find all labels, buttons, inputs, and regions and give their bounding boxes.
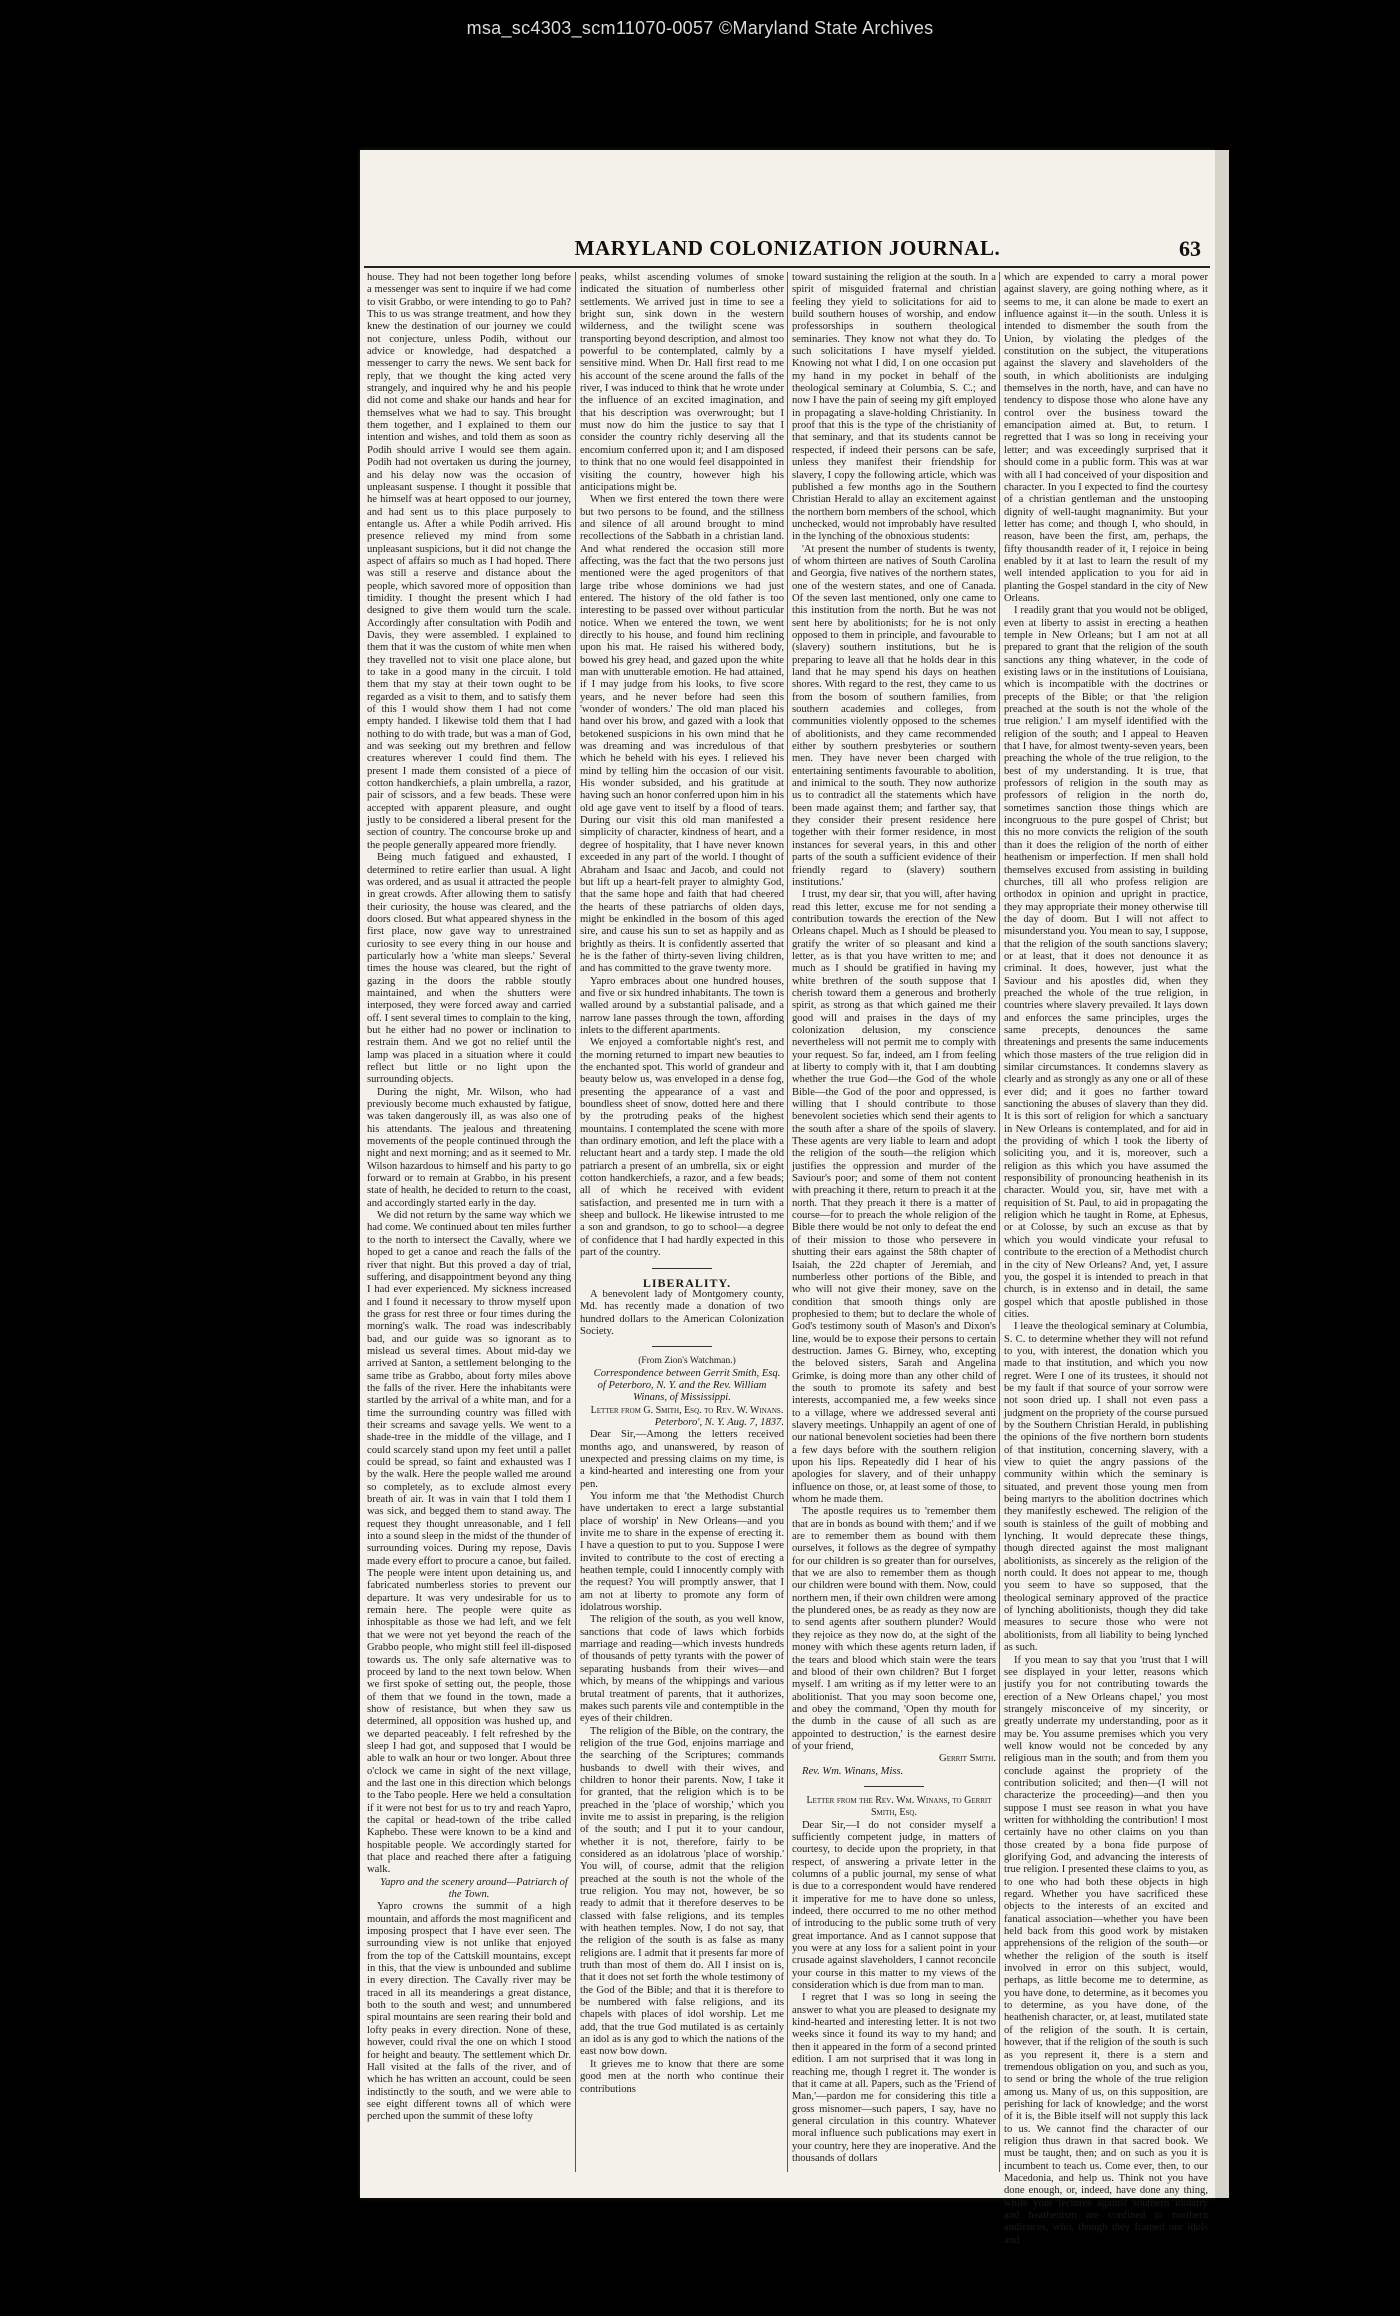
header-rule (364, 266, 1210, 268)
paragraph: I trust, my dear sir, that you will, after having read this letter, excuse me for not sending a contribution towards the erection of the New Orleans chapel. Much as I should be pleased to gratify the writer of so pleasant and kind a letter, as is that you have written to me; and much as I should be gratified in having my white brethren of the south suppose that I cherish toward them a generous and brotherly spirit, as strong as that which gained me their good will and praises in the days of my colonization delusion, my conscience nevertheless will not permit me to comply with your request. So far, indeed, am I from feeling at liberty to comply with it, that I am doubting whether the true God—the God of the whole Bible—the God of the poor and oppressed, is willing that I should contribute to those benevolent societies which send their agents to the south after a share of the spoils of slavery. These agents are very liable to learn and adopt the religion of the south—the religion which justifies the oppression and murder of the Saviour's poor; and some of them not content with preaching it there, return to preach it at the north. That they preach it there is a matter of course—for to preach the whole religion of the Bible there would be not only to defeat the end of their mission to those who persevere in shutting their ears against the 58th chapter of Isaiah, the 22d chapter of Jeremiah, and numberless other portions of the Bible, and who will not give their money, save on the condition that smooth things only are prophesied to them; but to declare the whole of God's testimony south of Mason's and Dixon's line, would be to expose their persons to certain destruction. James G. Birney, who, excepting the beloved sisters, Sarah and Angelina Grimke, is doing more than any other child of the south to promote its safety and best interests, accompanied me, a few weeks since to a village, where we addressed several anti slavery meetings. Unhappily an agent of one of our national benevolent societies had been there a few days before with the southern religion upon his lips. Repeatedly did I hear of his apologies for slavery, and of their unhappy influence on those, or, at least some of those, to whom he made them. (792, 889, 996, 1506)
addressee: Rev. Wm. Winans, Miss. (802, 1765, 904, 1777)
paragraph: The religion of the south, as you well know, sanctions that code of laws which forbids marriage and reading—which invests hundreds of thousands of petty tyrants with the power of separating husbands from their wives—and which, by means of the whippings and various brutal treatment of parents, that it authorizes, makes such parents vile and contemptible in the eyes of their children. (580, 1614, 784, 1725)
column-separator (575, 272, 576, 2172)
paragraph: We enjoyed a comfortable night's rest, and the morning returned to impart new beauties to the enchanted spot. This world of grandeur and beauty below us, was enveloped in a dense fog, presenting the appearance of a vast and boundless sheet of snow, dotted here and there by the protruding peaks of the highest mountains. I contemplated the scene with more than ordinary emotion, and left the place with a reluctant heart and a tardy step. I made the old patriarch a present of an umbrella, six or eight cotton handkerchiefs, a razor, and a few beads; all of which he received with evident satisfaction, and presented me in turn with a sheep and bullock. He likewise intrusted to me a son and grandson, to go to school—a degree of confidence that I had hardly expected in this part of the country. (580, 1037, 784, 1259)
paragraph: Dear Sir,—I do not consider myself a sufficiently competent judge, in matters of courtesy, to decide upon the propriety, in that respect, of answering a private letter in the columns of a public journal, my sense of what is due to a correspondent would have rendered it imperative for me to have done so unless, indeed, there occurred to me no other method of introducing to the public some truth of very great importance. And as I cannot suppose that you were at any loss for a salient point in your crusade against slaveholders, I cannot reconcile your course in this matter to my views of the consideration which is due from man to man. (792, 1819, 996, 1992)
paragraph: We did not return by the same way which we had come. We continued about ten miles further to the north to intersect the Cavally, where we hoped to get a canoe and reach the falls of the river that night. But this proved a day of trial, suffering, and disappointment beyond any thing I had ever experienced. My sickness increased and I found it necessary to throw myself upon the grass for rest three or four times during the morning's walk. The road was indescribably bad, and our guide was so ignorant as to mislead us several times. About mid-day we arrived at Santon, a settlement belonging to the same tribe as Grabbo, about forty miles above the falls of the river. Here the inhabitants were startled by the arrival of a white man, and for a time the surrounding country was filled with their screams and savage yells. We went to a shade-tree in the middle of the village, and I could scarcely stand upon my feet until a pallet could be spread, so faint and exhausted was I by the walk. Here the people walled me around so completely, as to exclude almost every breath of air. It was in vain that I told them I was sick, and begged them to stand away. The request they thought unreasonable, and I fell into a sound sleep in the midst of the thunder of surrounding voices. During my repose, Davis made every effort to procure a canoe, but failed. The people were intent upon detaining us, and fabricated numberless stories to prevent our departure. It was very undesirable for us to remain here. The people were quite as inhospitable as those we had left, and we felt that we were not yet beyond the reach of the Grabbo people, who might still feel ill-disposed towards us. The only safe alternative was to proceed by land to the next town below. When we first spoke of setting out, the people, those of them that we found in the town, made a show of resistance, but when they saw us determined, all opposition was hushed up, and we departed peaceably. I felt refreshed by the sleep I had got, and supposed that I would be able to walk an hour or two longer. About three o'clock we came in sight of the next village, and the last one in this direction which belongs to the Tabo people. Here we held a consultation if it were not best for us to try and reach Yapro, the capital or head-town of the tribe called Kaphebo. These were known to be a kind and hospitable people. We accordingly started for that place and reached there after a fatiguing walk. (367, 1210, 571, 1876)
paragraph: The religion of the Bible, on the contrary, the religion of the true God, enjoins marriage and the searching of the Scriptures; commands husbands to dwell with their wives, and children to honor their parents. Now, I take it for granted, that the religion which is to be preached in the 'place of worship,' which you invite me to assist in preparing, is the religion of the south; and I put it to your candour, whether it is not, therefore, fairly to be considered as an idolatrous 'place of worship.' You will, of course, admit that the religion preached at the south is not the whole of the true religion. You may not, however, be so ready to admit that it therefore deserves to be classed with false religions, and its temples with heathen temples. Now, I do not say, that the religion of the south is as false as many religions are. I admit that it presents far more of truth than most of them do. All I insist on is, that it does not set forth the whole testimony of the God of the Bible; and that it is therefore to be numbered with false religions, and its chapels with places of idol worship. Let me add, that the true God mutilated is as certainly an idol as is any god to which the nations of the east now bow down. (580, 1725, 784, 2058)
dateline: Peterboro', N. Y. Aug. 7, 1837. (654, 1416, 784, 1428)
letter-heading: Letter from G. Smith, Esq. to Rev. W. Winans. (590, 1404, 784, 1416)
paragraph: I regret that I was so long in seeing the answer to what you are pleased to designate my kind-hearted and interesting letter. It is not two weeks since it found its way to my hand; and then it appeared in the form of a second printed edition. I am not surprised that it was long in reaching me, though I regret it. The wonder is that it came at all. Papers, such as the 'Friend of Man,'—pardon me for considering this title a gross misnomer—such papers, I say, have no general circulation in this country. Whatever moral influence such publications may exert in your country, here they are inoperative. And the thousands of dollars (792, 1992, 996, 2164)
paragraph: I leave the theological seminary at Columbia, S. C. to determine whether they will not refund to you, with interest, the donation which you made to that institution, and which you now regret. Were I one of its trustees, it should not be my fault if that source of your sorrow were not soon dried up. I shall not even pass a judgment on the propriety of the course pursued by the Southern Christian Herald, in publishing the opinions of the five northern born students of that institution, concerning slavery, with a view to quiet the angry passions of the community within which the seminary is situated, and prevent those young men from being martyrs to the abolition doctrines which they manifestly eschewed. The religion of the south is stainless of the guilt of mobbing and lynching. It would deprecate these things, though directed against the most malignant abolitionists, as sincerely as the religion of the north could. It does not appear to me, though you seem to have so supposed, that the theological seminary approved of the practice of lynching abolitionists, though they did take measures to secure those who were not abolitionists, from all liability to being lynched as such. (1004, 1321, 1208, 1654)
paragraph: Dear Sir,—Among the letters received months ago, and unanswered, by reason of unexpected and pressing claims on my time, is a kind-hearted and interesting one from your pen. (580, 1429, 784, 1490)
column-separator (787, 272, 788, 2172)
paragraph: toward sustaining the religion at the south. In a spirit of misguided fraternal and christian feeling they yield to solicitations for aid to build southern houses of worship, and endow professorships in southern theological seminaries. They know not what they do. To such solicitations I have myself yielded. Knowing not what I did, I on one occasion put my hand in my pocket in behalf of the theological seminary at Columbia, S. C.; and now I have the pain of seeing my gift employed in propagating a slave-holding Christianity. In proof that this is the type of the christianity of that seminary, and that its students cannot be respected, if indeed their persons can be safe, unless they manifest their friendship for slavery, I copy the following article, which was published a few months ago in the Southern Christian Herald to allay an excitement against the northern born members of the school, which unchecked, would not improbably have resulted in the lynching of the obnoxious students: (792, 272, 996, 543)
correspondence-title: Correspondence between Gerrit Smith, Esq. of Peterboro, N. Y. and the Rev. William Winans, of Mississippi. (593, 1367, 781, 1404)
paragraph: You inform me that 'the Methodist Church have undertaken to erect a large substantial place of worship' in New Orleans—and you invite me to share in the expense of erecting it. I have a question to put to you. Suppose I were invited to contribute to the cost of erecting a heathen temple, could I innocently comply with the request? You will promptly answer, that I am not at liberty to promote any form of idolatrous worship. (580, 1491, 784, 1614)
section-title-liberality: LIBERALITY. (642, 1275, 732, 1290)
paragraph: During the night, Mr. Wilson, who had previously become much exhausted by fatigue, was taken dangerously ill, as was also one of his attendants. The jealous and threatening movements of the people continued through the night and next morning; and as it seemed to Mr. Wilson hazardous to himself and his party to go forward or to remain at Grabbo, in his present state of health, he decided to return to the coast, and accordingly started early in the day. (367, 1086, 571, 1209)
divider (652, 1346, 712, 1347)
column-1 (367, 272, 571, 2172)
column-3 (792, 272, 996, 2172)
paragraph: house. They had not been together long before a messenger was sent to inquire if we had come to visit Grabbo, or were intending to go to Pah? This to us was strange treatment, and how they knew the destination of our journey we could not conjecture, unless Podih, without our advice or knowledge, had despatched a messenger to carry the news. We sent back for reply, that we thought the king acted very strangely, and inquired why he and his people did not come and shake our hands and hear for themselves what we had to say. This brought them together, and I explained to them our intention and wishes, and told them as soon as Podih should arrive I would see them again. Podih had not overtaken us during the journey, and his delay now was the occasion of unpleasant suspense. I thought it possible that he himself was at heart opposed to our journey, and had sent us to this place purposely to entangle us. After a while Podih arrived. His presence relieved my mind from some unpleasant suspicions, but it did not change the aspect of affairs so much as I had hoped. There was still a reserve and distance about the people, which savored more of opposition than timidity. I thought the present which I had designed to give them would turn the scale. Accordingly after consultation with Podih and Davis, they were assembled. I explained to them that it was the custom of white men when they travelled not to visit one place alone, but to take in a good many in the circuit. I told them that my stay at their town ought to be regarded as a visit to them, and to satisfy them of this I would show them I had not come empty handed. I likewise told them that I had nothing to do with trade, but was a man of God, and was seeking out my brethren and fellow creatures wherever I could find them. The present I made them consisted of a piece of cotton handkerchiefs, a plain umbrella, a razor, pair of scissors, and a few beads. These were accepted with apparent pleasure, and ought justly to be considered a liberal present for the section of country. The concourse broke up and the people generally appeared more friendly. (367, 272, 571, 851)
page-number: 63 (1179, 236, 1201, 261)
paragraph: A benevolent lady of Montgomery county, Md. has recently made a donation of two hundred dollars to the American Colonization Society. (580, 1288, 784, 1337)
column-4 (1004, 272, 1208, 2246)
source-credit: (From Zion's Watchman.) (638, 1356, 736, 1367)
paragraph: When we first entered the town there were but two persons to be found, and the stillness and silence of all around brought to mind recollections of the Sabbath in a christian land. And what rendered the occasion still more affecting, was the fact that the two persons just mentioned were the aged progenitors of that large tribe whose dominions we had just entered. The history of the old father is too interesting to be passed over without particular notice. When we entered the town, we went directly to his house, and found him reclining upon his mat. He raised his withered body, bowed his grey head, and gazed upon the white man with unutterable emotion. He had attained, if I may judge from his looks, to five score years, and he never before had seen this 'wonder of wonders.' The old man placed his hand over his brow, and gazed with a look that betokened suspicions in his own mind that he was dreaming and was incredulous of that which he beheld with his eyes. I relieved his mind by telling him the occasion of our visit. His wonder subsided, and his gratitude at having such an honor conferred upon him in his old age gave vent to itself by a flood of tears. During our visit this old man manifested a simplicity of character, kindness of heart, and a degree of hospitality, that I have never known exceeded in any part of the world. I thought of Abraham and Isaac and Jacob, and could not but lift up a heart-felt prayer to almighty God, that the same hope and faith that had cheered the hearts of these patriarchs of olden days, might be enkindled in the bosom of this aged sire, and cause his sun to set as happily and as brightly as theirs. It is confidently asserted that he is the father of thirty-seven living children, and has committed to the grave twenty more. (580, 494, 784, 975)
paragraph: If you mean to say that you 'trust that I will see displayed in your letter, reasons which justify you for not contributing towards the erection of a New Orleans chapel,' you most strangely misconceive of my sincerity, or greatly underrate my understanding, poor as it may be. You assume premises which you very well know would not be conceded by any religious man in the south; and from them you conclude against the propriety of the contribution solicited; and then—(I will not characterize the proceeding)—and then you suppose I must see reason in what you have written for withholding the contribution! I most certainly have no other claims on you than those created by a bona fide purpose of glorifying God, and advancing the interests of true religion. I presented these claims to you, as to one who had both these objects in high regard. Whether you have sacrificed these objects to the interests of an excited and fanatical association—whether you have been held back from this good work by mistaken apprehensions of the religion of the south—or whether the religion of the south is itself involved in error on this subject, would, perhaps, as little become me to determine, as you have done, to determine, as it becomes you to determine, as you have done, of the heathenish character, or, at least, mutilated state of the religion of the south. It is certain, however, that if the religion of the south is such as you represent it, there is a stern and tremendous obligation on you, and such as you, to send or bring the whole of the true religion among us. Many of us, on this supposition, are perishing for lack of knowledge; and the worst of it is, the Bible itself will not supply this lack to us. We cannot find the character of our religion thus drawn in that sacred book. We must be taught, then; and on such as you it is incumbent to teach us. Come ever, then, to our Macedonia, and help us. Think not you have done enough, or, indeed, have done any thing, while your lectures against southern idolatry and heathenism are confined to northern audiences, who, though they framed our idols and (1004, 1654, 1208, 2246)
paragraph: Being much fatigued and exhausted, I determined to retire earlier than usual. A light was ordered, and as usual it attracted the people in great crowds. After allowing them to satisfy their curiosity, the house was cleared, and the doors closed. But what appeared shyness in the first place, now gave way to unrestrained curiosity to see every thing in our house and particularly how a 'white man sleeps.' Several times the house was cleared, but the right of gazing in the doors the rabble stoutly maintained, and when the shutters were interposed, they were forced away and carried off. I sent several times to complain to the king, but he either had no power or inclination to restrain them. And we got no relief until the lamp was placed in a situation where it could reflect but little or no light upon the surrounding objects. (367, 852, 571, 1086)
paragraph: The apostle requires us to 'remember them that are in bonds as bound with them;' and if we are to remember them as bound with them ourselves, it follows as the degree of sympathy for our children is so greater than for ourselves, that we are also to remember them as though our children were bound with them. Now, could northern men, if their own children were among the plundered ones, be as ready as they now are to send agents after southern plunder? Would they rejoice as they now do, at the sight of the money with which these agents return laden, if the tears and blood which stain were the tears and blood of their own children? But I forget myself. I am writing as if my letter were to an abolitionist. That you may soon become one, and obey the command, 'Open thy mouth for the dumb in the cause of all such as are appointed to destruction,' is the earnest desire of your friend, (792, 1506, 996, 1752)
signature: Gerrit Smith. (939, 1753, 996, 1765)
archive-header: msa_sc4303_scm11070-0057 ©Maryland State Archives (466, 18, 934, 38)
running-head (360, 236, 1215, 266)
page-edge (1215, 150, 1229, 2198)
subheading: Yapro and the scenery around—Patriarch of the Town. (380, 1876, 568, 1901)
letter-heading: Letter from the Rev. Wm. Winans, to Gerrit Smith, Esq. (806, 1794, 992, 1819)
paragraph: 'At present the number of students is twenty, of whom thirteen are natives of South Carolina and Georgia, five natives of the northern states, one of the western states, and one of Canada. Of the seven last mentioned, only one came to this institution from the north. But he was not sent here by abolitionists; for he is not only opposed to them in principle, and favourable to (slavery) southern institutions, but he is preparing to leave all that he holds dear in this land that he may spend his days on heathen shores. With regard to the rest, they came to us from the bosom of southern families, from southern academies and colleges, from communities violently opposed to the schemes of abolitionists, and they came recommended either by southern presbyteries or southern men. They have never been charged with entertaining sentiments favourable to abolition, and inimical to the south. They now authorize us to contradict all the statements which have been made against them; and farther say, that they consider their present residence here together with their former residence, in most instances for several years, in this and other parts of the south a sufficient evidence of their friendly regard to (slavery) southern institutions.' (792, 543, 996, 888)
column-2 (580, 272, 784, 2172)
column-separator (999, 272, 1000, 2172)
divider (652, 1268, 712, 1269)
paragraph: Yapro embraces about one hundred houses, and five or six hundred inhabitants. The town is walled around by a substantial palisade, and a narrow lane passes through the town, affording inlets to the different apartments. (580, 975, 784, 1036)
journal-title: MARYLAND COLONIZATION JOURNAL. (574, 236, 1001, 260)
paragraph: which are expended to carry a moral power against slavery, are going nothing where, as it seems to me, it can alone be made to exert an influence against it—in the south. Unless it is intended to dismember the south from the Union, by violating the pledges of the constitution on the subject, the vituperations against the slavery and slaveholders of the south, in which abolitionists are indulging themselves in the north, have, and can have no tendency to dispose those who alone have any control over the business toward the emancipation aimed at. But, to return. I regretted that I was so long in receiving your letter; and was exceedingly surprised that it should come in a public form. This was at war with all I had conceived of your disposition and character. In you I expected to find the courtesy of a christian gentleman and the unstooping dignity of well-taught magnanimity. But your letter has come; and though I, who should, in reason, have been the first, am, perhaps, the fifty thousandth reader of it, I rejoice in being enabled by it at last to learn the result of my well intended application to you for aid in planting the Gospel standard in the city of New Orleans. (1004, 272, 1208, 604)
paragraph: I readily grant that you would not be obliged, even at liberty to assist in erecting a heathen temple in New Orleans; but I am not at all prepared to grant that the religion of the south sanctions any thing whatever, in the code of existing laws or in the institutions of Louisiana, which is incompatible with the doctrines or precepts of the Bible; or that 'the religion preached at the south is not the whole of the true religion.' I am myself identified with the religion of the south; and I appeal to Heaven that I have, for almost twenty-seven years, been preaching the whole of the true religion, to the best of my understanding. It is true, that professors of religion in the south may as professors of religion in the north do, sometimes sanction those things which are incongruous to the pure gospel of Christ; but this no more convicts the religion of the south than it does the religion of the north of either heathenism or imperfection. If men shall hold themselves excused from assisting in building churches, till all who profess religion are orthodox in opinion and upright in practice, they may appropriate their money otherwise till the day of doom. But I will not affect to misunderstand you. You mean to say, I suppose, that the religion of the south sanctions slavery; or at least, that it does not denounce it as criminal. It does, however, just what the Saviour and his apostles did, when they preached the whole of the true religion, in countries where slavery prevailed. It lays down and enforces the same principles, urges the same precepts, denounces the same threatenings and presents the same inducements which those masters of the true religion did in similar circumstances. It condemns slavery as clearly and as strongly as any one or all of these ever did; and it goes no farther toward sanctioning the abuses of slavery than they did. It is this sort of religion for which a sanctuary in New Orleans is contemplated, and for aid in the providing of which I took the liberty of soliciting you, and it is, moreover, such a religion as this which you have assumed the responsibility of pronouncing heathenish in its character. Would you, sir, have met with a requisition of St. Paul, to aid in propagating the religion which he taught in Rome, at Ephesus, or at Colosse, by such an excuse as that by which you would vindicate your refusal to contribute to the erection of a Methodist church in the city of New Orleans? And, yet, I assure you, the gospel it is intended to preach in that church, is in extenso and in detail, the same gospel which that apostle published in those cities. (1004, 605, 1208, 1320)
divider (864, 1786, 924, 1787)
paragraph: peaks, whilst ascending volumes of smoke indicated the situation of numberless other settlements. We arrived just in time to see a bright sun, sink down in the western wilderness, and the twilight scene was transporting beyond description, and almost too powerful to be contemplated, calmly by a sensitive mind. When Dr. Hall first read to me his account of the scene around the falls of the river, I was induced to think that he wrote under the influence of an excited imagination, and that his description was overwrought; but I must now do him the justice to say that I consider the country richly deserving all the encomium conferred upon it; and I am disposed to think that no one would feel disappointed in visiting the country, however high his anticipations might be. (580, 272, 784, 493)
paragraph: It grieves me to know that there are some good men at the north who continue their contributions (580, 2058, 784, 2095)
newspaper-page (360, 150, 1215, 2246)
paragraph: Yapro crowns the summit of a high mountain, and affords the most magnificent and imposing prospect that I have ever seen. The surrounding view is not unlike that enjoyed from the top of the Cattskill mountains, except in this, that the view is unbounded and sublime in every direction. The Cavally river may be traced in all its meanderings a great distance, both to the south and west; and unnumbered spiral mountains are seen rearing their bold and lofty peaks in every direction. None of these, however, could rival the one on which I stood for height and beauty. The settlement which Dr. Hall visited at the falls of the river, and of which he has written an account, could be seen indistinctly to the south, and we were able to see eight different towns all of which were perched upon the summit of these lofty (367, 1901, 571, 2123)
